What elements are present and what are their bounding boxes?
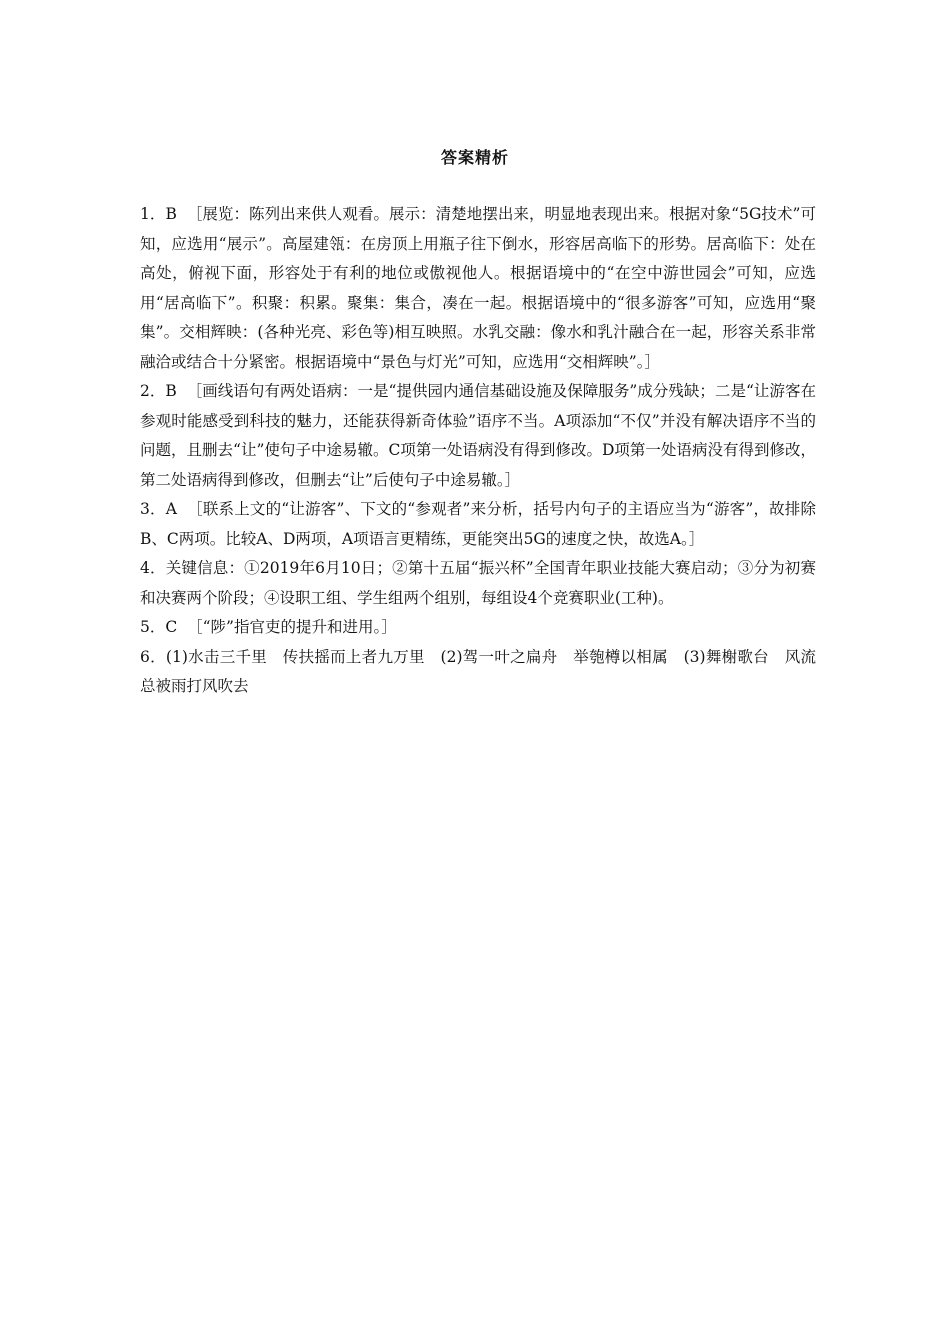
page-title: 答案精析 xyxy=(440,148,509,167)
answer-item-1 xyxy=(140,200,816,377)
answer-number: 1．B xyxy=(140,205,177,223)
answer-item-3 xyxy=(140,495,816,554)
answer-item-6 xyxy=(140,643,816,702)
answer-item-4 xyxy=(140,554,816,613)
answer-number: 5．C xyxy=(140,618,178,636)
answer-text: (1)水击三千里 传扶摇而上者九万里 (2)驾一叶之扁舟 举匏樽以相属 (3)舞榭歌台 风流总被雨打风吹去 xyxy=(140,647,816,695)
answer-text: ［展览：陈列出来供人观看。展示：清楚地摆出来，明显地表现出来。根据对象“5G技术”可知，应选用“展示”。高屋建瓴：在房顶上用瓶子往下倒水，形容居高临下的形势。居高临下：处在高处，俯视下面，形容处于有利的地位或傲视他人。根据语境中的“在空中游世园会”可知，应选用“居高临下”。积聚：积累。聚集：集合，凑在一起。根据语境中的“很多游客”可知，应选用“聚集”。交相辉映：(各种光亮、彩色等)相互映照。水乳交融：像水和乳汁融合在一起，形容关系非常融洽或结合十分紧密。根据语境中“景色与灯光”可知，应选用“交相辉映”。］ xyxy=(140,205,816,371)
answer-number: 3．A xyxy=(140,500,177,518)
answer-text: ［画线语句有两处语病：一是“提供园内通信基础设施及保障服务”成分残缺；二是“让游客在参观时能感受到科技的魅力，还能获得新奇体验”语序不当。A项添加“不仅”并没有解决语序不当的问题，且删去“让”使句子中途易辙。C项第一处语病没有得到修改。D项第一处语病没有得到修改，第二处语病得到修改，但删去“让”后使句子中途易辙。］ xyxy=(140,382,816,489)
answer-text: ［“陟”指官吏的提升和进用。］ xyxy=(187,618,397,636)
answer-number: 6． xyxy=(140,647,166,666)
answer-text: 关键信息：①2019年6月10日；②第十五届“振兴杯”全国青年职业技能大赛启动；③分为初赛和决赛两个阶段；④设职工组、学生组两个组别，每组设4个竞赛职业(工种)。 xyxy=(140,559,816,607)
answer-number: 4． xyxy=(140,559,166,577)
answer-number: 2．B xyxy=(140,382,177,400)
answer-item-5 xyxy=(140,613,816,643)
answer-list xyxy=(140,200,816,702)
answer-text: ［联系上文的“让游客”、下文的“参观者”来分析，括号内句子的主语应当为“游客”，故排除B、C两项。比较A、D两项，A项语言更精练，更能突出5G的速度之快，故选A。］ xyxy=(140,500,816,548)
answer-item-2 xyxy=(140,377,816,495)
